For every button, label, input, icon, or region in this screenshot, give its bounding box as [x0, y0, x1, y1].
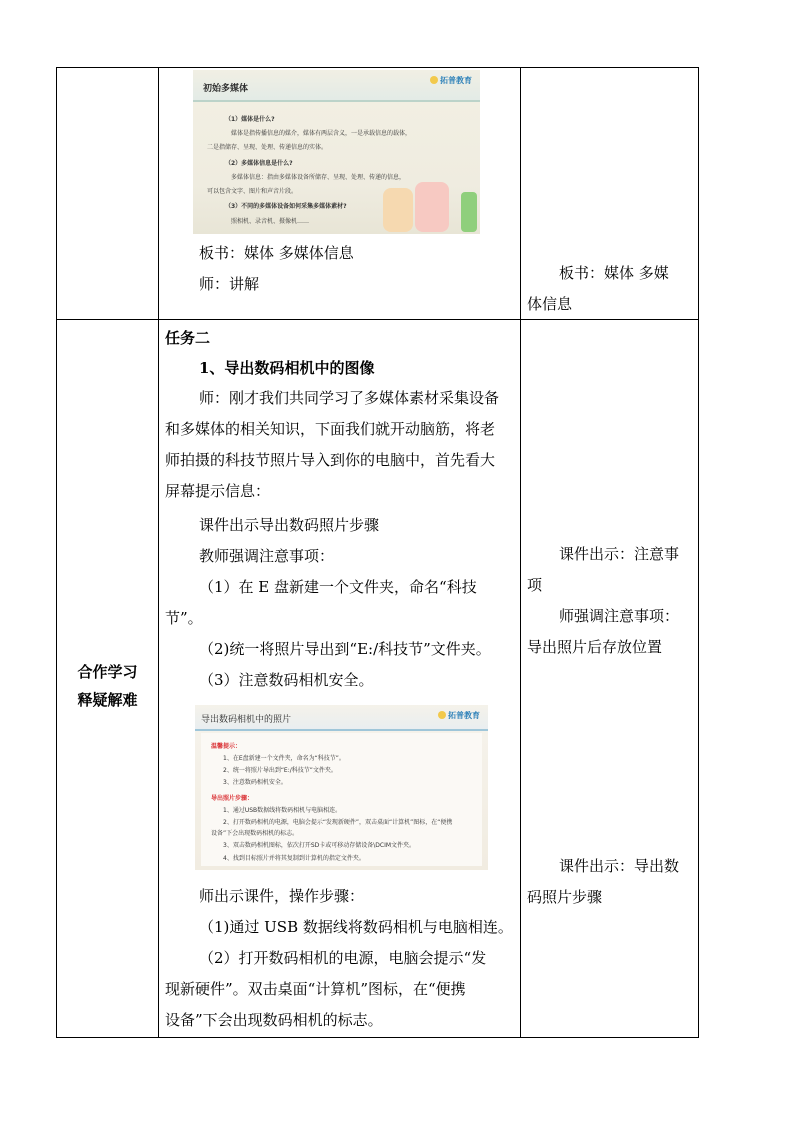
note-line: 导出照片后存放位置 [527, 638, 663, 656]
slide-step: 3、双击数码相机图标，依次打开SD卡或可移动存储设备\DCIM文件夹。 [223, 842, 416, 849]
item-line: （1）在 E 盘新建一个文件夹，命名“科技 [199, 578, 477, 596]
note-line: 课件出示：注意事 [559, 545, 680, 563]
item-line: （2)统一将照片导出到“E:/科技节”文件夹。 [199, 640, 491, 658]
row2-stage-cell [57, 320, 159, 1038]
row1-content-cell [159, 68, 521, 320]
paragraph-line: 屏幕提示信息： [165, 482, 271, 500]
row2-content-cell [159, 320, 521, 1038]
content-line: 板书：媒体 多媒体信息 [199, 244, 354, 262]
slide-line: 二是指储存、呈现、处理、传递信息的实体。 [207, 144, 328, 151]
slide-export-photos [195, 705, 488, 870]
stage-label: 合作学习 释疑解难 [77, 663, 138, 709]
slide-title: 导出数码相机中的照片 [201, 715, 292, 725]
slide-step: 4、找到目标照片并将其复制到计算机的指定文件夹。 [223, 855, 365, 862]
row2-note-cell [521, 320, 699, 1038]
slide-tip: 2、统一将照片导出到“E:/科技节”文件夹。 [223, 767, 337, 774]
slide-steps-title: 导出照片步骤： [211, 795, 254, 802]
lesson-table [56, 67, 699, 1038]
section-subtitle: 1、导出数码相机中的图像 [199, 359, 375, 377]
bunny-figure [383, 188, 413, 232]
slide-line: 媒体是指传播信息的媒介，媒体有两层含义，一是承载信息的载体， [231, 130, 412, 137]
slide-tip: 3、注意数码相机安全。 [223, 779, 287, 786]
paragraph-line: 和多媒体的相关知识，下面我们就开动脑筋，将老 [165, 420, 496, 438]
note-line: 项 [527, 576, 543, 594]
note-line: 板书：媒体 多媒 [559, 264, 669, 282]
note-line: 体信息 [527, 295, 573, 313]
bunny-figure [415, 182, 449, 232]
slide-step: 2、打开数码相机的电源，电脑会提示“发现新硬件”，双击桌面“计算机”图标，在“便携 [223, 819, 453, 826]
item-line: 节”。 [165, 609, 203, 627]
slide-line: （2）多媒体信息是什么? [225, 160, 293, 167]
slide-tip-title: 温馨提示： [211, 743, 242, 750]
leaf-decoration [461, 192, 477, 232]
slide-tip: 1、在E盘新建一个文件夹，命名为“科技节”。 [223, 755, 345, 762]
op-line: 现新硬件”。双击桌面“计算机”图标，在“便携 [165, 980, 466, 998]
emphasis-line: 教师强调注意事项： [199, 547, 335, 565]
slide-logo: 拓普教育 [430, 75, 472, 86]
slide-line: （3）不同的多媒体设备如何采集多媒体素材? [225, 203, 347, 210]
courseware-line: 课件出示导出数码照片步骤 [199, 516, 380, 534]
paragraph-line: 师：刚才我们共同学习了多媒体素材采集设备 [199, 389, 500, 407]
note-line: 码照片步骤 [527, 888, 603, 906]
op-line: （1)通过 USB 数据线将数码相机与电脑相连。 [199, 918, 513, 936]
op-line: 设备”下会出现数码相机的标志。 [165, 1011, 383, 1029]
task-title: 任务二 [165, 329, 211, 347]
content-line: 师：讲解 [199, 275, 260, 293]
slide-line: 可以包含文字、图片和声音片段。 [207, 188, 298, 195]
note-line: 课件出示：导出数 [559, 857, 680, 875]
slide-line: 照相机、录音机、摄像机…… [231, 218, 310, 225]
slide-title: 初始多媒体 [203, 84, 249, 94]
op-line: （2）打开数码相机的电源，电脑会提示“发 [199, 949, 487, 967]
item-line: （3）注意数码相机安全。 [199, 671, 374, 689]
note-line: 师强调注意事项： [559, 607, 680, 625]
paragraph-line: 师拍摄的科技节照片导入到你的电脑中，首先看大 [165, 451, 496, 469]
row1-note-cell [521, 68, 699, 320]
slide-multimedia-intro [193, 70, 480, 234]
logo-icon [438, 711, 446, 719]
slide-step: 1、通过USB数据线将数码相机与电脑相连。 [223, 807, 342, 814]
row1-stage-cell [57, 68, 159, 320]
logo-icon [430, 76, 438, 84]
slide-logo: 拓普教育 [438, 710, 480, 721]
slide-step: 设备”下会出现数码相机的标志。 [211, 830, 299, 837]
slide-line: 多媒体信息：指由多媒体设备所储存、呈现、处理、传递的信息， [231, 174, 406, 181]
show-line: 师出示课件，操作步骤： [199, 887, 365, 905]
slide-line: （1）媒体是什么? [225, 116, 275, 123]
